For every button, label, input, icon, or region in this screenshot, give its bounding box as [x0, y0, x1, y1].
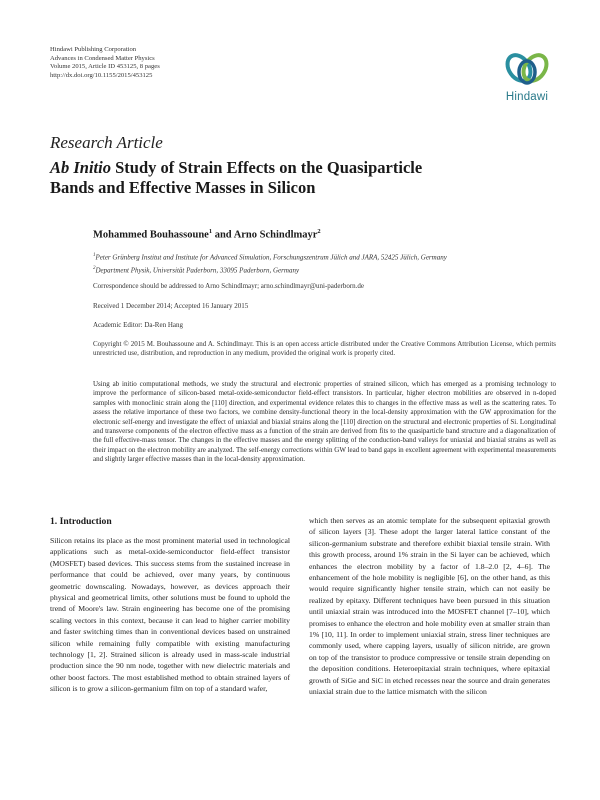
affiliation-text: Department Physik, Universität Paderborn, 33095 Paderborn, Germany: [95, 266, 300, 275]
section-heading: 1. Introduction: [50, 516, 112, 527]
affiliations: [93, 250, 447, 277]
journal-name: Advances in Condensed Matter Physics: [50, 54, 155, 62]
affiliation-item: [93, 250, 447, 263]
affiliation-marker: 1: [208, 228, 213, 235]
copyright-notice: Copyright © 2015 M. Bouhassoune and A. Schindlmayr. This is an open access article distributed under the Creative Commons Attribution License, which permits unrestricted use, distribution, and reproduction in any medium, provided the original work is properly cited.: [93, 340, 556, 358]
author-separator: and: [212, 229, 234, 241]
hindawi-rings-icon: [497, 46, 557, 92]
logo-text: Hindawi: [505, 91, 549, 103]
affiliation-marker: 2: [93, 266, 96, 272]
author-name[interactable]: Mohammed Bouhassoune: [93, 229, 209, 241]
article-type: Research Article: [50, 133, 163, 152]
affiliation-marker: 1: [93, 253, 96, 258]
title-italic-part: Ab Initio: [50, 158, 111, 177]
affiliation-marker: 2: [317, 228, 321, 235]
received-dates: Received 1 December 2014; Accepted 16 January 2015: [93, 302, 249, 310]
affiliation-item: [93, 263, 447, 276]
abstract-text: Using ab initio computational methods, we study the structural and electronic properties of strained silicon, which has emerged as a promising technology to improve the performance of silicon-based metal-oxide-semiconductor field-effect transistors. In particular, higher electron mobilities are observed in n-doped samples with monoclinic strain along the [110] direction, and experimental evidence relates this to changes in the effective mass as well as the scattering rates. To assess the relative importance of these two factors, we combine density-functional theory in the local-density approximation with the GW approximation for the electronic self-energy and investigate the effect of uniaxial and biaxial strains along the [110] direction on the structural and electronic properties of Si. Longitudinal and transverse components of the electron effective mass as a function of the strain are derived from fits to the quasiparticle band structure and a diagonalization of the full effective-mass tensor. The changes in the effective masses and the energy splitting of the conduction-band valleys for uniaxial and biaxial strains as well as their impact on the electron mobility are analyzed. The self-energy corrections within GW lead to band gaps in excellent agreement with experimental measurements and slightly larger effective masses than in the local-density approximation.: [93, 380, 556, 464]
correspondence: Correspondence should be addressed to Arno Schindlmayr; arno.schindlmayr@uni-paderborn.de: [93, 282, 365, 290]
publisher-name: Hindawi Publishing Corporation: [50, 46, 137, 53]
academic-editor: Academic Editor: Da-Ren Hang: [93, 321, 183, 329]
author-name[interactable]: Arno Schindlmayr: [233, 229, 318, 241]
affiliation-text: Peter Grünberg Institut and Institute for Advanced Simulation, Forschungszentrum Jülich and JARA, 52425 Jülich, Germany: [95, 253, 447, 262]
volume-info: Volume 2015, Article ID 453125, 8 pages: [50, 63, 160, 71]
hindawi-logo: [497, 46, 557, 106]
author-list: [93, 228, 321, 241]
title-line2: Bands and Effective Masses in Silicon: [50, 178, 316, 197]
intro-column-left: Silicon retains its place as the most prominent material used in technological applications such as metal-oxide-semiconductor field-effect transistor (MOSFET) based devices. This success stems from the sustained increase in performance that could be achieved, over many years, by continuous geometric downscaling. Nowadays, however, as devices approach their physical and geometrical limits, other solutions must be found to uphold the trend of Moore's law. Strain engineering has become one of the promising scaling vectors in this context, because it can lead to higher carrier mobility and faster switching times than in conventional devices based on unstrained silicon while remaining fully compatible with existing manufacturing technology [1, 2]. Strained silicon is already used in mass-scale industrial production since the 90 nm node, together with new dielectric materials and other boost factors. The most established method to obtain strained layers of silicon is to grow a silicon-germanium film on top of a standard wafer,: [50, 536, 290, 694]
intro-column-right: which then serves as an atomic template for the subsequent epitaxial growth of silicon layers [3]. These adopt the larger lateral lattice constant of the silicon-germanium substrate and therefore exhibit biaxial tensile strain. With this growth process, around 1% strain in the Si layer can be achieved, which enhances the electron mobility by a factor of 1.8–2.0 [2, 4–6]. The enhancement of the hole mobility is negligible [6], on the other hand, as this would require significantly higher tensile strain, which can not easily be realized by epitaxy. Different techniques have been pursued in this situation until uniaxial strain was introduced into the MOSFET channel [7–10], which promises to enhance the electron and hole mobility even at smaller strain than 1% [10, 11]. In order to implement uniaxial strain, stress liner techniques are commonly used, where capping layers, usually of silicon nitride, are grown on top of the transistor to produce compressive or tensile strain depending on the deposition conditions. Heteroepitaxial strain techniques, where epitaxial growth of SiGe and SiC in etched recesses near the source and drain generates uniaxial strain due to the lattice mismatch with the silicon: [309, 516, 551, 697]
title-line1: Study of Strain Effects on the Quasiparticle: [110, 158, 423, 177]
journal-metadata: [50, 46, 160, 80]
article-title: [50, 158, 510, 198]
doi-link[interactable]: http://dx.doi.org/10.1155/2015/453125: [50, 71, 153, 79]
